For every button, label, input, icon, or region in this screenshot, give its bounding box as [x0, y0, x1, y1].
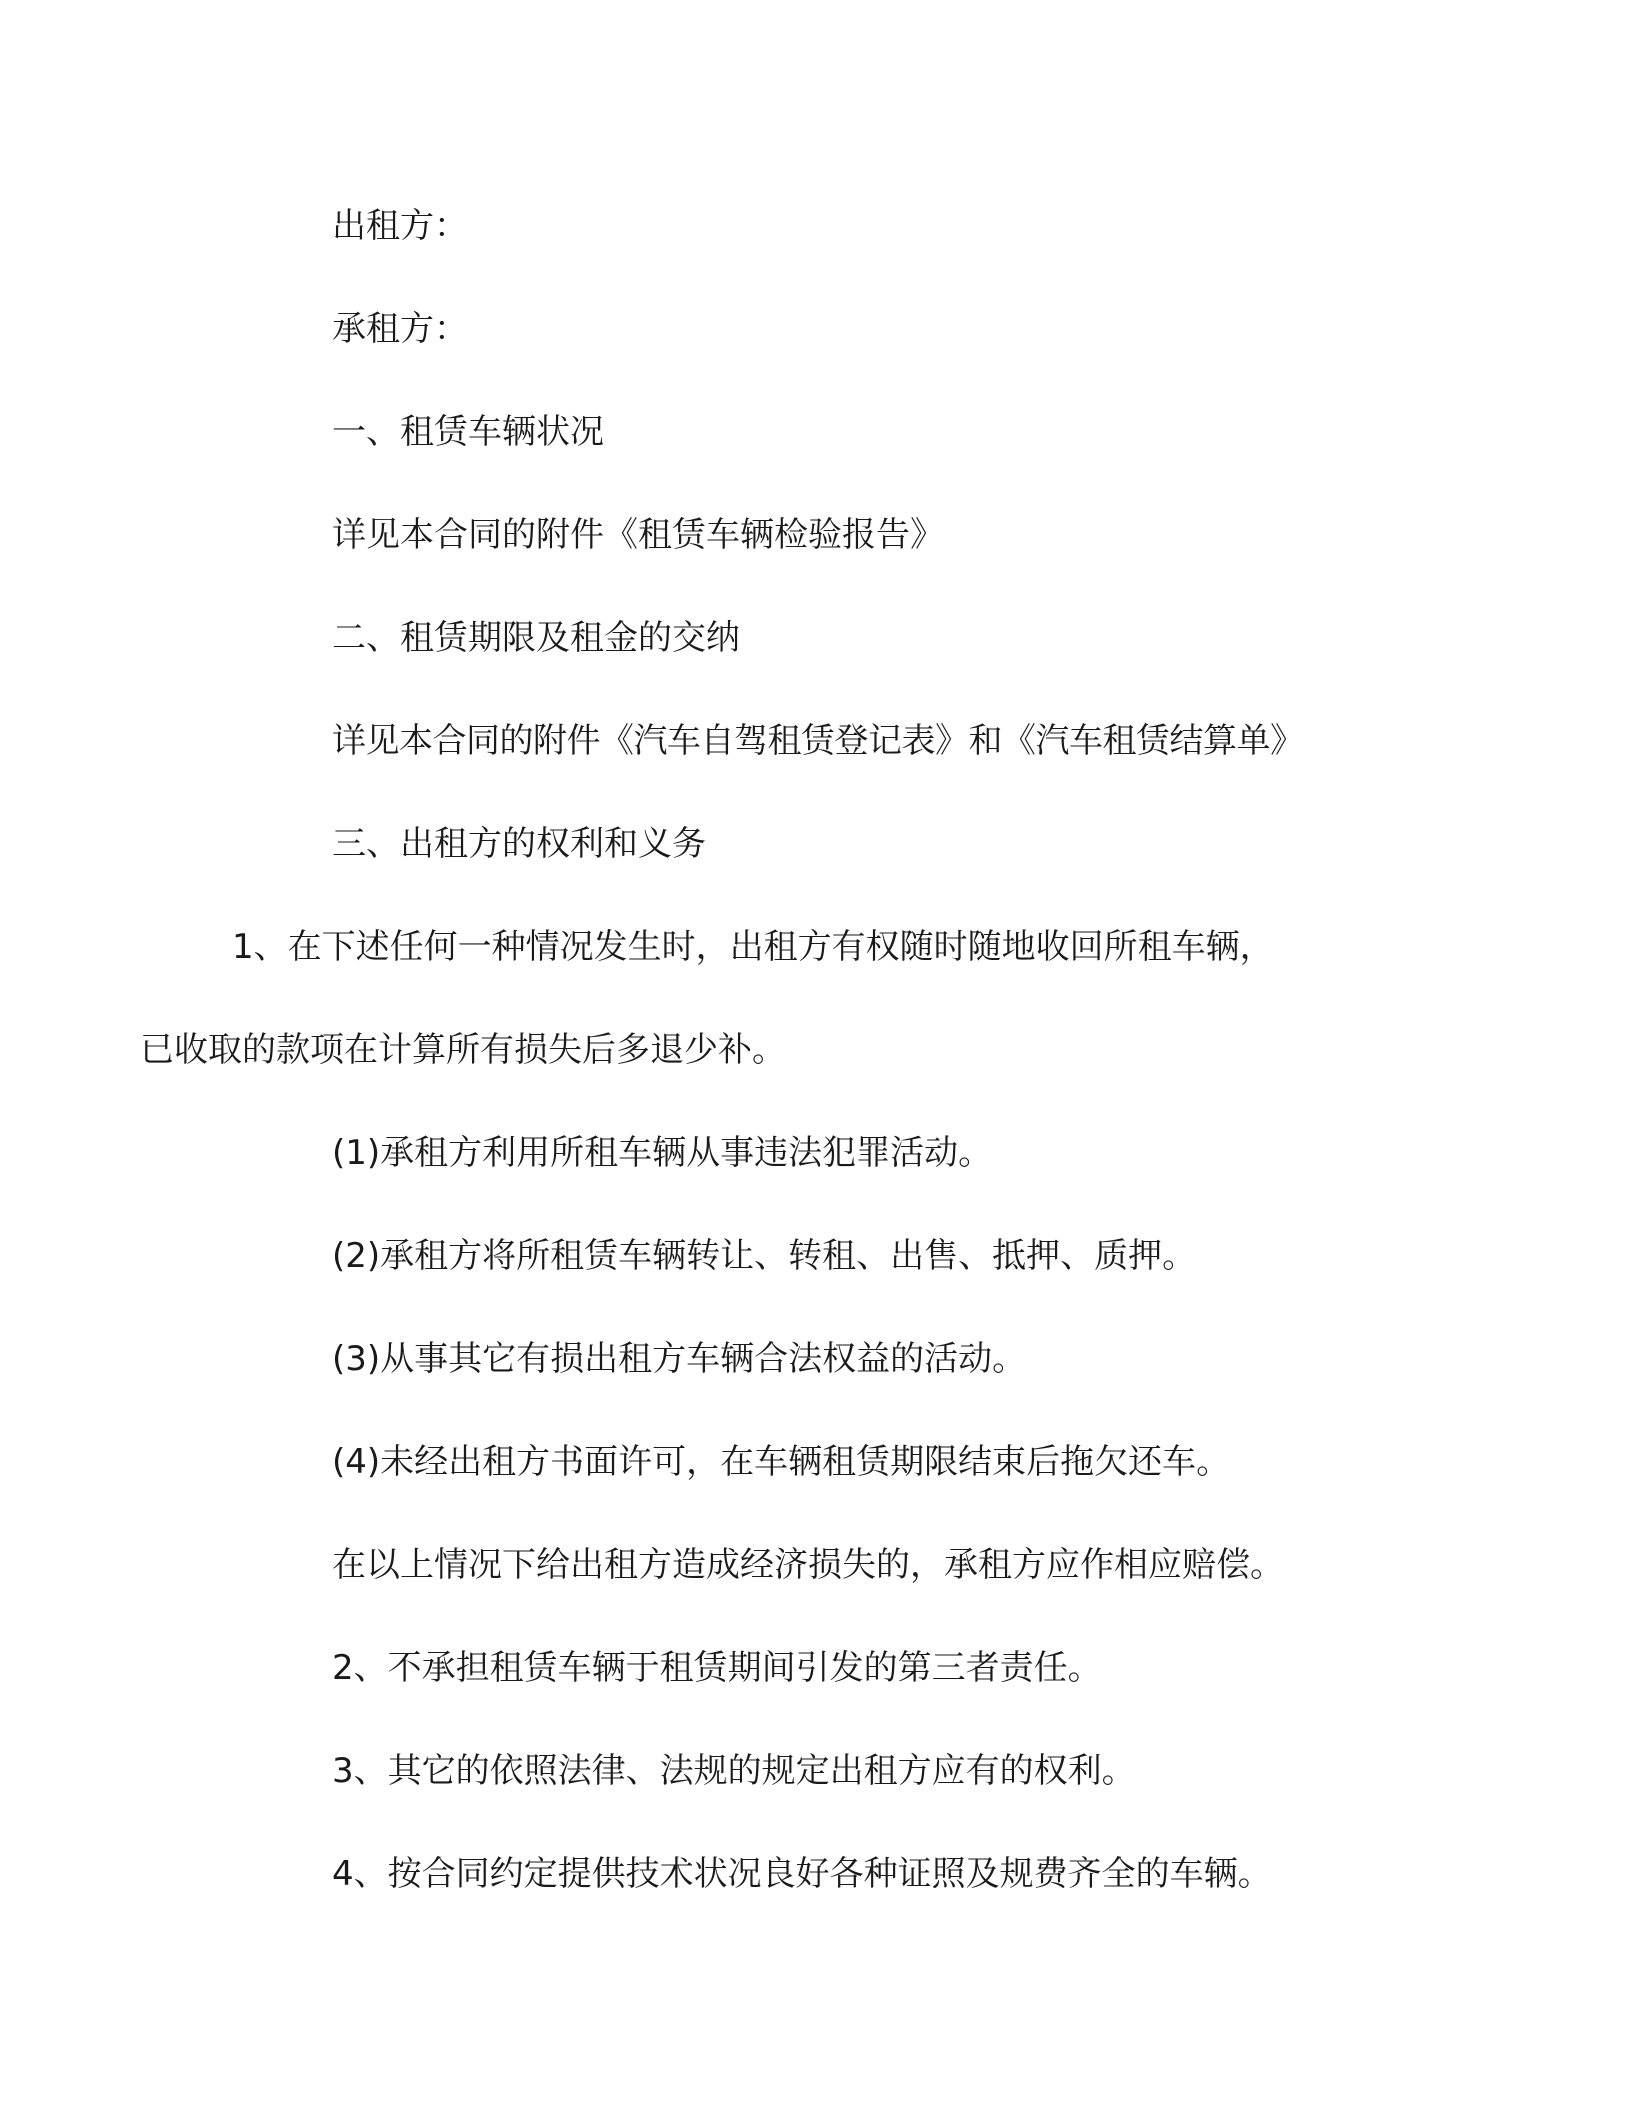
section-2-text: 详见本合同的附件《汽车自驾租赁登记表》和《汽车租赁结算单》 — [332, 721, 1304, 761]
section-1-heading: 一、租赁车辆状况 — [332, 412, 604, 452]
clause-1-compensation: 在以上情况下给出租方造成经济损失的，承租方应作相应赔偿。 — [332, 1545, 1284, 1585]
section-2-heading: 二、租赁期限及租金的交纳 — [332, 618, 740, 658]
lessor-line: 出租方： — [332, 206, 468, 246]
lessee-line: 承租方： — [332, 309, 468, 349]
clause-3-paragraph: 3、其它的依照法律、法规的规定出租方应有的权利。 — [332, 1751, 1136, 1791]
section-3-heading: 三、出租方的权利和义务 — [332, 824, 706, 864]
clause-1-item-1: (1)承租方利用所租车辆从事违法犯罪活动。 — [332, 1133, 993, 1173]
clause-1-item-3: (3)从事其它有损出租方车辆合法权益的活动。 — [332, 1339, 1027, 1379]
section-1-text: 详见本合同的附件《租赁车辆检验报告》 — [332, 515, 944, 555]
clause-1-item-4: (4)未经出租方书面许可，在车辆租赁期限结束后拖欠还车。 — [332, 1442, 1231, 1482]
document-body — [140, 175, 1400, 1926]
clause-4-paragraph: 4、按合同约定提供技术状况良好各种证照及规费齐全的车辆。 — [332, 1854, 1272, 1894]
clause-1-paragraph: 1、在下述任何一种情况发生时，出租方有权随时随地收回所租车辆，已收取的款项在计算所有损失后多退少补。 — [140, 927, 1274, 1070]
clause-1-item-2: (2)承租方将所租赁车辆转让、转租、出售、抵押、质押。 — [332, 1236, 1197, 1276]
clause-2-paragraph: 2、不承担租赁车辆于租赁期间引发的第三者责任。 — [332, 1648, 1102, 1688]
